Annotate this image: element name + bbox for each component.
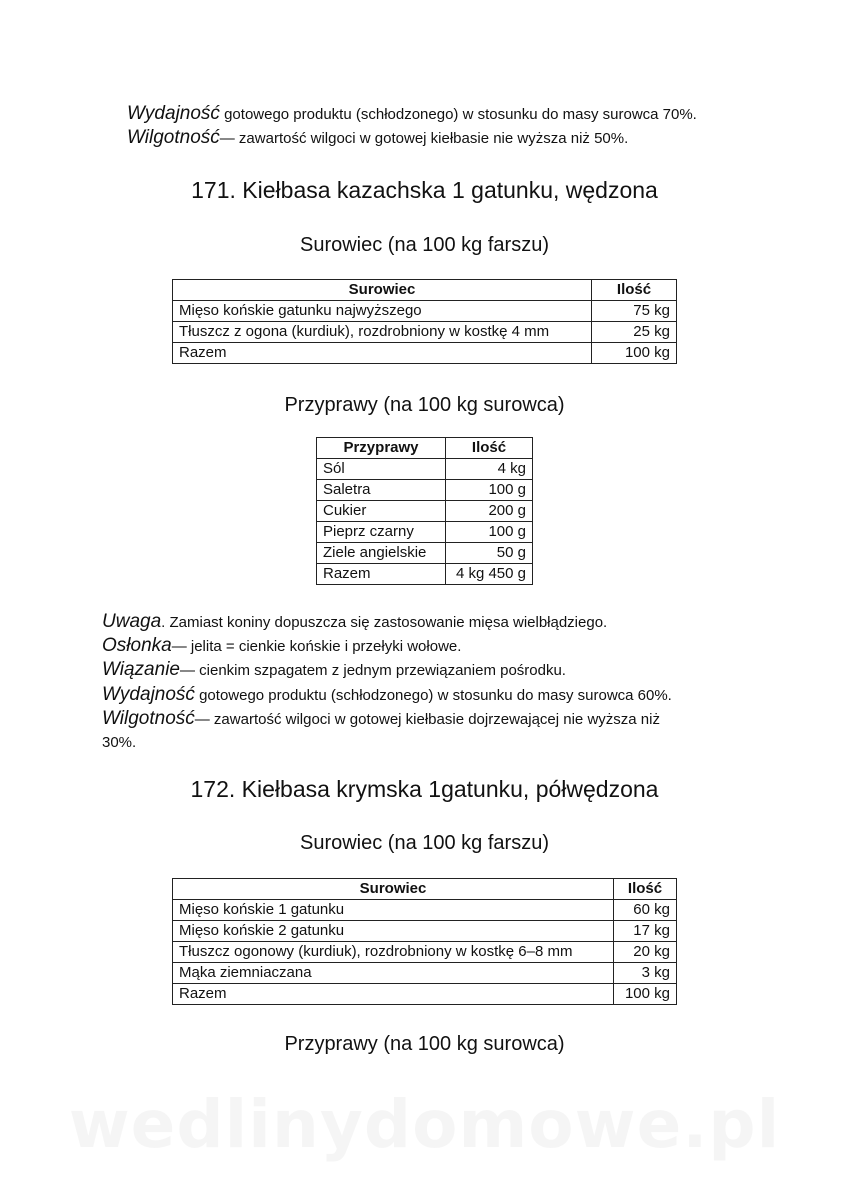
table-row (173, 984, 677, 1005)
ingredient-cell: Mięso końskie gatunku najwyższego (173, 301, 592, 322)
column-header: Ilość (592, 280, 677, 301)
recipe-172-raw-heading: Surowiec (na 100 kg farszu) (299, 832, 549, 854)
quantity-cell: 200 g (446, 501, 533, 522)
ingredient-cell: Razem (173, 343, 592, 364)
table-row (173, 900, 677, 921)
column-header: Surowiec (173, 280, 592, 301)
quantity-cell: 17 kg (614, 921, 677, 942)
recipe-171-raw-heading: Surowiec (na 100 kg farszu) (299, 234, 549, 256)
quantity-cell: 100 kg (592, 343, 677, 364)
note-moisture-top (127, 126, 628, 151)
spice-cell: Cukier (317, 501, 446, 522)
recipe-171-spice-table (316, 437, 533, 585)
spice-cell: Razem (317, 564, 446, 585)
ingredient-cell: Tłuszcz z ogona (kurdiuk), rozdrobniony w kostkę 4 mm (173, 322, 592, 343)
table-header-row (173, 879, 677, 900)
table-header-row (317, 438, 533, 459)
note-term: Uwaga (102, 611, 162, 632)
quantity-cell: 25 kg (592, 322, 677, 343)
recipe-171-title: 171. Kiełbasa kazachska 1 gatunku, wędzona (191, 177, 658, 203)
column-header: Ilość (614, 879, 677, 900)
note-term: Wydajność (102, 684, 195, 705)
table-row (317, 543, 533, 564)
table-row (317, 501, 533, 522)
quantity-cell: 60 kg (614, 900, 677, 921)
recipe-172-raw-table (172, 878, 677, 1005)
ingredient-cell: Mięso końskie 2 gatunku (173, 921, 614, 942)
spice-cell: Sól (317, 459, 446, 480)
recipe-171-raw-table (172, 279, 677, 364)
note-text: — cienkim szpagatem z jednym przewiązaniem pośrodku. (179, 662, 566, 679)
table-header-row (173, 280, 677, 301)
recipe-172-title: 172. Kiełbasa krymska 1gatunku, półwędzona (190, 776, 659, 802)
table-row (317, 522, 533, 543)
ingredient-cell: Mąka ziemniaczana (173, 963, 614, 984)
column-header: Przyprawy (317, 438, 446, 459)
ingredient-cell: Tłuszcz ogonowy (kurdiuk), rozdrobniony w kostkę 6–8 mm (173, 942, 614, 963)
quantity-cell: 100 g (446, 480, 533, 501)
recipe-172-spice-heading: Przyprawy (na 100 kg surowca) (284, 1033, 565, 1055)
note-casing (102, 634, 461, 659)
table-row (317, 459, 533, 480)
column-header: Ilość (446, 438, 533, 459)
note-moisture-continued: 30%. (102, 734, 137, 751)
column-header: Surowiec (173, 879, 614, 900)
ingredient-cell: Mięso końskie 1 gatunku (173, 900, 614, 921)
note-text: — jelita = cienkie końskie i przełyki wołowe. (171, 638, 462, 655)
quantity-cell: 20 kg (614, 942, 677, 963)
table-row (173, 963, 677, 984)
quantity-cell: 4 kg 450 g (446, 564, 533, 585)
quantity-cell: 75 kg (592, 301, 677, 322)
quantity-cell: 100 kg (614, 984, 677, 1005)
quantity-cell: 3 kg (614, 963, 677, 984)
ingredient-cell: Razem (173, 984, 614, 1005)
note-moisture (102, 707, 660, 732)
note-tying (102, 658, 566, 683)
note-yield (102, 683, 672, 708)
note-text: gotowego produktu (schłodzonego) w stosunku do masy surowca 70%. (219, 106, 697, 123)
spice-cell: Saletra (317, 480, 446, 501)
table-row (173, 343, 677, 364)
note-text: . Zamiast koniny dopuszcza się zastosowanie mięsa wielbłądziego. (161, 614, 608, 631)
note-term: Wiązanie (102, 659, 180, 680)
quantity-cell: 100 g (446, 522, 533, 543)
note-text: — zawartość wilgoci w gotowej kiełbasie nie wyższa niż 50%. (219, 130, 629, 147)
spice-cell: Pieprz czarny (317, 522, 446, 543)
watermark (0, 1086, 849, 1163)
table-row (173, 921, 677, 942)
table-row (173, 301, 677, 322)
note-text: gotowego produktu (schłodzonego) w stosunku do masy surowca 60%. (194, 687, 672, 704)
table-row (317, 564, 533, 585)
note-term: Wydajność (127, 103, 220, 124)
note-term: Wilgotność (127, 127, 220, 148)
table-row (173, 322, 677, 343)
note-term: Osłonka (102, 635, 172, 656)
note-yield-top (127, 102, 697, 127)
recipe-171-spice-heading: Przyprawy (na 100 kg surowca) (284, 394, 565, 416)
quantity-cell: 50 g (446, 543, 533, 564)
note-remark (102, 610, 607, 635)
spice-cell: Ziele angielskie (317, 543, 446, 564)
table-row (317, 480, 533, 501)
quantity-cell: 4 kg (446, 459, 533, 480)
note-term: Wilgotność (102, 708, 195, 729)
table-row (173, 942, 677, 963)
note-text: — zawartość wilgoci w gotowej kiełbasie dojrzewającej nie wyższa niż (194, 711, 660, 728)
